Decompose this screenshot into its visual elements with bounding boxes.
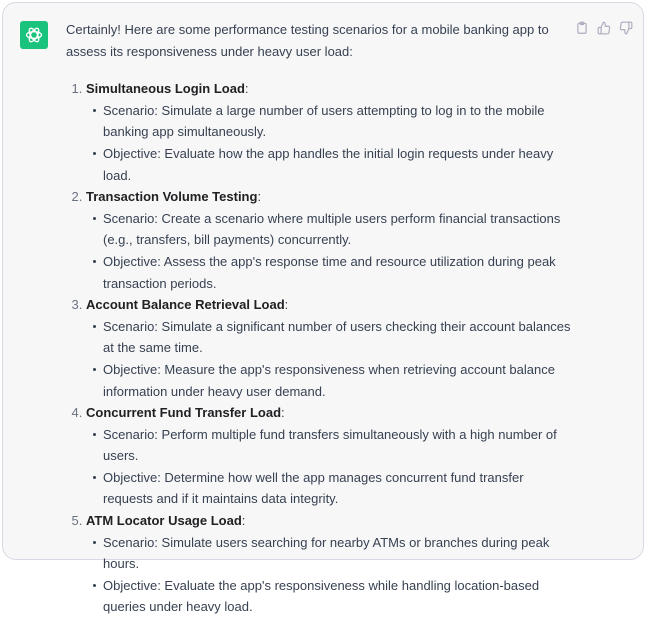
scenario-objective: Objective: Measure the app's responsiveness when retrieving account balance information under heavy user demand. — [103, 359, 571, 402]
scenario-objective: Objective: Determine how well the app manages concurrent fund transfer requests and if it maintains data integrity. — [103, 467, 571, 510]
scenario-details — [86, 424, 571, 510]
scenario-title: Transaction Volume Testing — [86, 189, 258, 205]
scenario-title-suffix: : — [281, 405, 285, 421]
scenario-objective: Objective: Assess the app's response time and resource utilization during peak transaction periods. — [103, 251, 571, 294]
message-actions — [575, 21, 633, 35]
scenario-details — [86, 532, 571, 618]
scenario-title-suffix: : — [284, 297, 289, 313]
scenario-item — [86, 510, 571, 618]
message-body — [66, 19, 571, 618]
scenario-list — [66, 78, 571, 618]
assistant-message-panel — [2, 2, 644, 615]
scenario-title-suffix: : — [257, 189, 262, 205]
message-intro: Certainly! Here are some performance testing scenarios for a mobile banking app to assess its responsiveness under heavy user load: — [66, 22, 549, 59]
scenario-title: ATM Locator Usage Load — [86, 513, 242, 529]
scenario-title-suffix: : — [241, 513, 246, 529]
scenario-details — [86, 100, 571, 186]
thumbs-up-icon[interactable] — [597, 21, 611, 35]
scenario-item — [86, 186, 571, 294]
scenario-title-suffix: : — [244, 81, 249, 97]
scenario-title: Concurrent Fund Transfer Load — [86, 405, 282, 421]
scenario-item — [86, 402, 571, 510]
clipboard-icon[interactable] — [575, 21, 589, 35]
scenario-item — [86, 78, 571, 186]
scenario-objective: Objective: Evaluate how the app handles the initial login requests under heavy load. — [103, 143, 571, 186]
scenario-title: Simultaneous Login Load — [86, 81, 245, 97]
scenario-description: Scenario: Simulate a large number of users attempting to log in to the mobile banking app simultaneously. — [103, 100, 571, 143]
thumbs-down-icon[interactable] — [619, 21, 633, 35]
scenario-description: Scenario: Simulate users searching for nearby ATMs or branches during peak hours. — [103, 532, 571, 575]
scenario-details — [86, 316, 571, 402]
scenario-description: Scenario: Create a scenario where multiple users perform financial transactions (e.g., transfers, bill payments) concurrently. — [103, 208, 571, 251]
scenario-description: Scenario: Perform multiple fund transfers simultaneously with a high number of users. — [103, 424, 571, 467]
scenario-item — [86, 294, 571, 402]
chatgpt-logo-icon — [20, 21, 48, 49]
scenario-details — [86, 208, 571, 294]
scenario-title: Account Balance Retrieval Load — [86, 297, 285, 313]
scenario-description: Scenario: Simulate a significant number of users checking their account balances at the same time. — [103, 316, 571, 359]
scenario-objective: Objective: Evaluate the app's responsiveness while handling location-based queries under heavy load. — [103, 575, 571, 618]
